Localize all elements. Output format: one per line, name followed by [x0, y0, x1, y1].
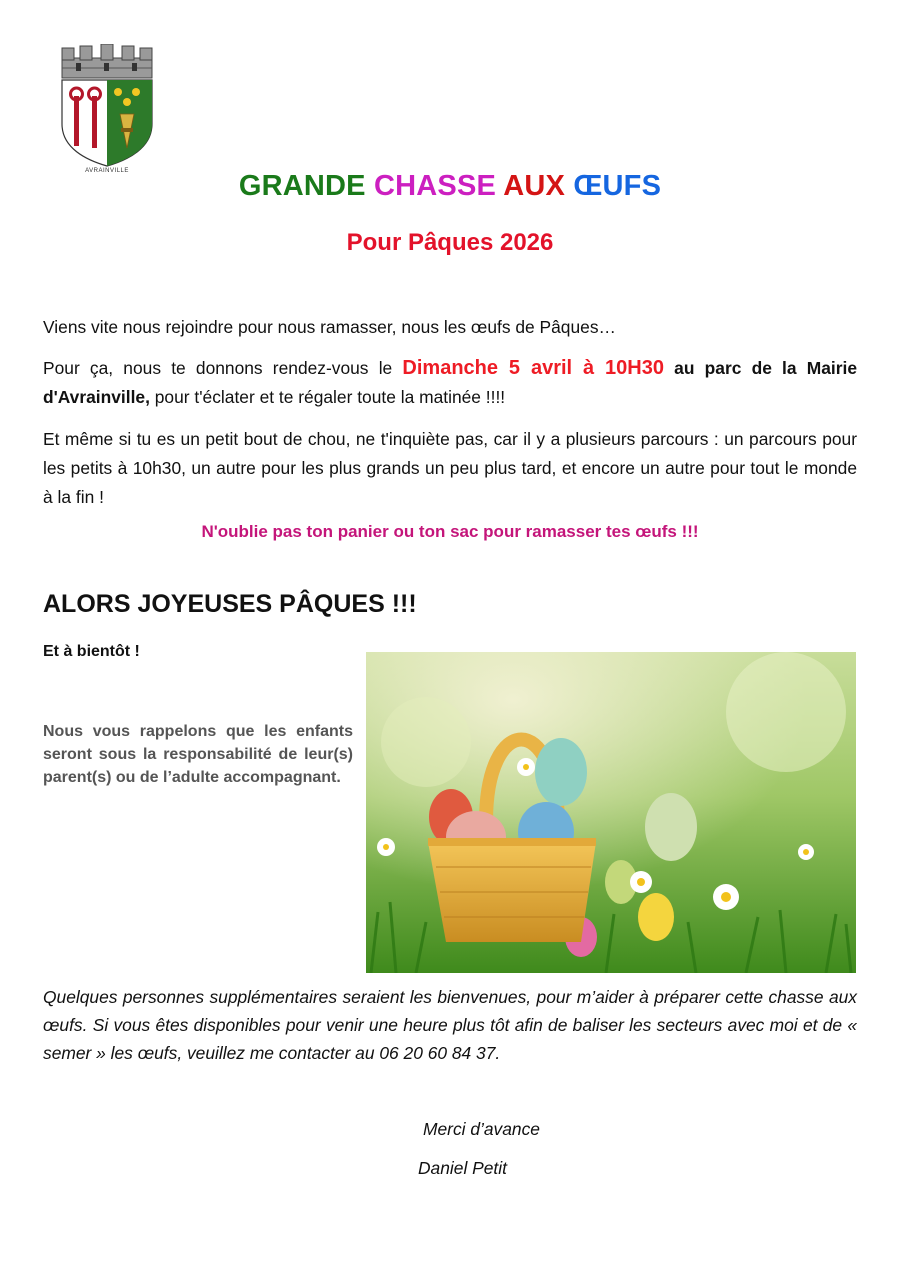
- parental-responsibility-notice: Nous vous rappelons que les enfants seront sous la responsabilité de leur(s) parent(s) ou de l’adulte accompagnant.: [43, 723, 353, 786]
- title-word-grande: GRANDE: [238, 170, 366, 202]
- title-word-oeufs: ŒUFS: [573, 170, 662, 202]
- see-you-text: Et à bientôt !: [43, 643, 140, 660]
- volunteer-request-paragraph: Quelques personnes supplémentaires seraient les bienvenues, pour m’aider à préparer cette chasse aux œufs. Si vous êtes disponibles pour venir une heure plus tôt afin de baliser les secteurs avec moi et de « semer » les œufs, veuillez me contacter au 06 20 60 84 37.: [43, 987, 857, 1063]
- basket-reminder: N'oublie pas ton panier ou ton sac pour ramasser tes œufs !!!: [201, 522, 699, 541]
- thanks-text: Merci d’avance: [423, 1119, 540, 1139]
- event-place: au parc de la Mairie d'Avrainville,: [43, 358, 858, 407]
- coat-of-arms-icon: [48, 44, 166, 168]
- intro-paragraph-1: Viens vite nous rejoindre pour nous ramasser, nous les œufs de Pâques…: [43, 317, 616, 337]
- easter-basket-photo: [366, 652, 856, 973]
- page-title: [0, 170, 900, 203]
- signature-name: Daniel Petit: [418, 1158, 507, 1178]
- event-date: Dimanche 5 avril à 10H30: [402, 357, 664, 379]
- crest-label: AVRAINVILLE: [85, 168, 129, 174]
- intro-paragraph-2: [43, 354, 857, 412]
- title-word-aux: AUX: [503, 170, 566, 202]
- easter-greeting: ALORS JOYEUSES PÂQUES !!!: [43, 590, 417, 618]
- p2-text-before: Pour ça, nous te donnons rendez-vous le: [43, 358, 403, 378]
- intro-paragraph-3: Et même si tu es un petit bout de chou, ne t'inquiète pas, car il y a plusieurs parcours : un parcours pour les petits à 10h30, un autre pour les plus grands un peu plus tard, et encore un autre pour tout le monde à la fin !: [43, 429, 857, 507]
- title-word-chasse: CHASSE: [373, 170, 497, 202]
- page-subtitle: Pour Pâques 2026: [346, 229, 554, 256]
- easter-basket-photo-icon: [366, 652, 856, 973]
- coat-of-arms-logo: [48, 44, 166, 182]
- p2-text-after: pour t'éclater et te régaler toute la matinée !!!!: [149, 387, 506, 407]
